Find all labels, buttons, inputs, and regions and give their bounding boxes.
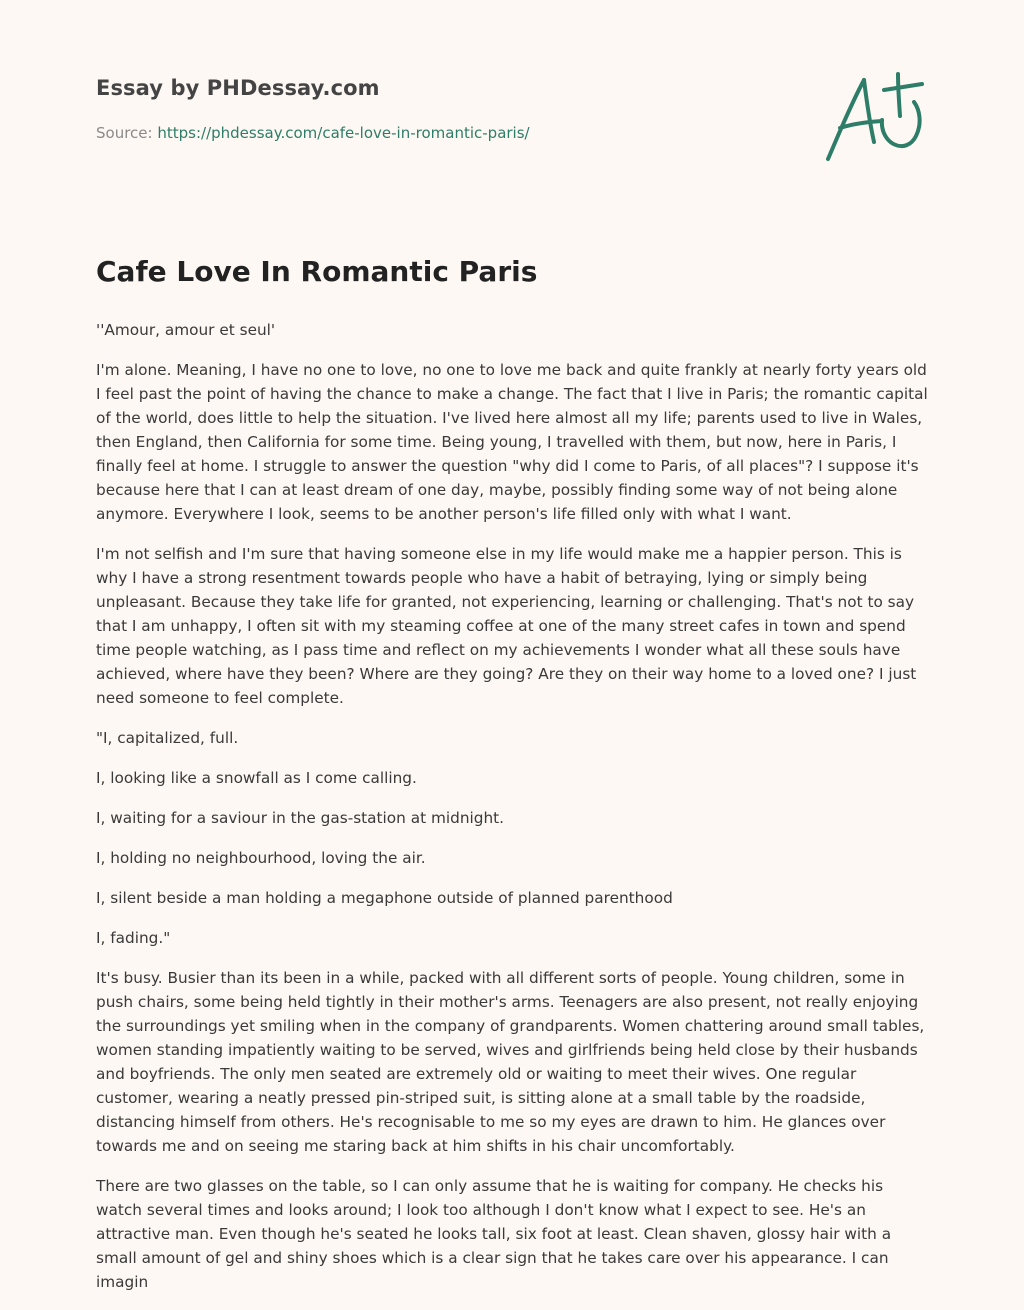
essay-paragraph: I'm not selfish and I'm sure that having someone else in my life would make me a happier person. This is why I have a strong resentment towards people who have a habit of betraying, lying or simply being unpleasant. Because they take life for granted, not experiencing, learning or challenging. That's not to say that I am unhappy, I often sit with my steaming coffee at one of the many street cafes in town and spend time people watching, as I pass time and reflect on my achievements I wonder what all these souls have achieved, where have they been? Where are they going? Are they on their way home to a loved one? I just need someone to feel complete. <box>96 545 917 707</box>
essay-paragraph: It's busy. Busier than its been in a while, packed with all different sorts of people. Young children, some in push chairs, some being held tightly in their mother's arms. Teenagers are also present, not really enjoying the surroundings yet smiling when in the company of grandparents. Women chattering around small tables, women standing impatiently waiting to be served, wives and girlfriends being held close by their husbands and boyfriends. The only men seated are extremely old or waiting to meet their wives. One regular customer, wearing a neatly pressed pin-striped suit, is sitting alone at a small table by the roadside, distancing himself from others. He's recognisable to me so my eyes are drawn to him. He glances over towards me and on seeing me staring back at him shifts in his chair uncomfortably. <box>96 969 925 1155</box>
essay-paragraph: ''Amour, amour et seul' <box>96 321 276 339</box>
essay-paragraph: "I, capitalized, full. <box>96 729 239 747</box>
a-plus-logo <box>820 66 928 166</box>
essay-paragraph: I, waiting for a saviour in the gas-station at midnight. <box>96 809 505 827</box>
source-label: Source: <box>96 124 153 142</box>
essay-paragraph: I'm alone. Meaning, I have no one to love, no one to love me back and quite frankly at nearly forty years old I feel past the point of having the chance to make a change. The fact that I live in Paris; the romantic capital of the world, does little to help the situation. I've lived here almost all my life; parents used to live in Wales, then England, then California for some time. Being young, I travelled with them, but now, here in Paris, I finally feel at home. I struggle to answer the question "why did I come to Paris, of all places"? I suppose it's because here that I can at least dream of one day, maybe, possibly finding some way of not being alone anymore. Everywhere I look, seems to be another person's life filled only with what I want. <box>96 361 928 523</box>
site-title: Essay by PHDessay.com <box>96 76 380 100</box>
essay-paragraph: I, looking like a snowfall as I come calling. <box>96 769 417 787</box>
essay-paragraph: I, fading." <box>96 929 171 947</box>
essay-body <box>96 318 932 1310</box>
essay-paragraph: I, silent beside a man holding a megaphone outside of planned parenthood <box>96 889 673 907</box>
essay-paragraph: I, holding no neighbourhood, loving the air. <box>96 849 426 867</box>
source-line <box>96 124 530 142</box>
essay-paragraph: There are two glasses on the table, so I can only assume that he is waiting for company. He checks his watch several times and looks around; I look too although I don't know what I expect to see. He's an attractive man. Even though he's seated he looks tall, six foot at least. Clean shaven, glossy hair with a small amount of gel and shiny shoes which is a clear sign that he takes care over his appearance. I can imagin <box>96 1177 892 1291</box>
source-link[interactable]: https://phdessay.com/cafe-love-in-romantic-paris/ <box>157 124 530 142</box>
essay-title: Cafe Love In Romantic Paris <box>96 255 538 288</box>
